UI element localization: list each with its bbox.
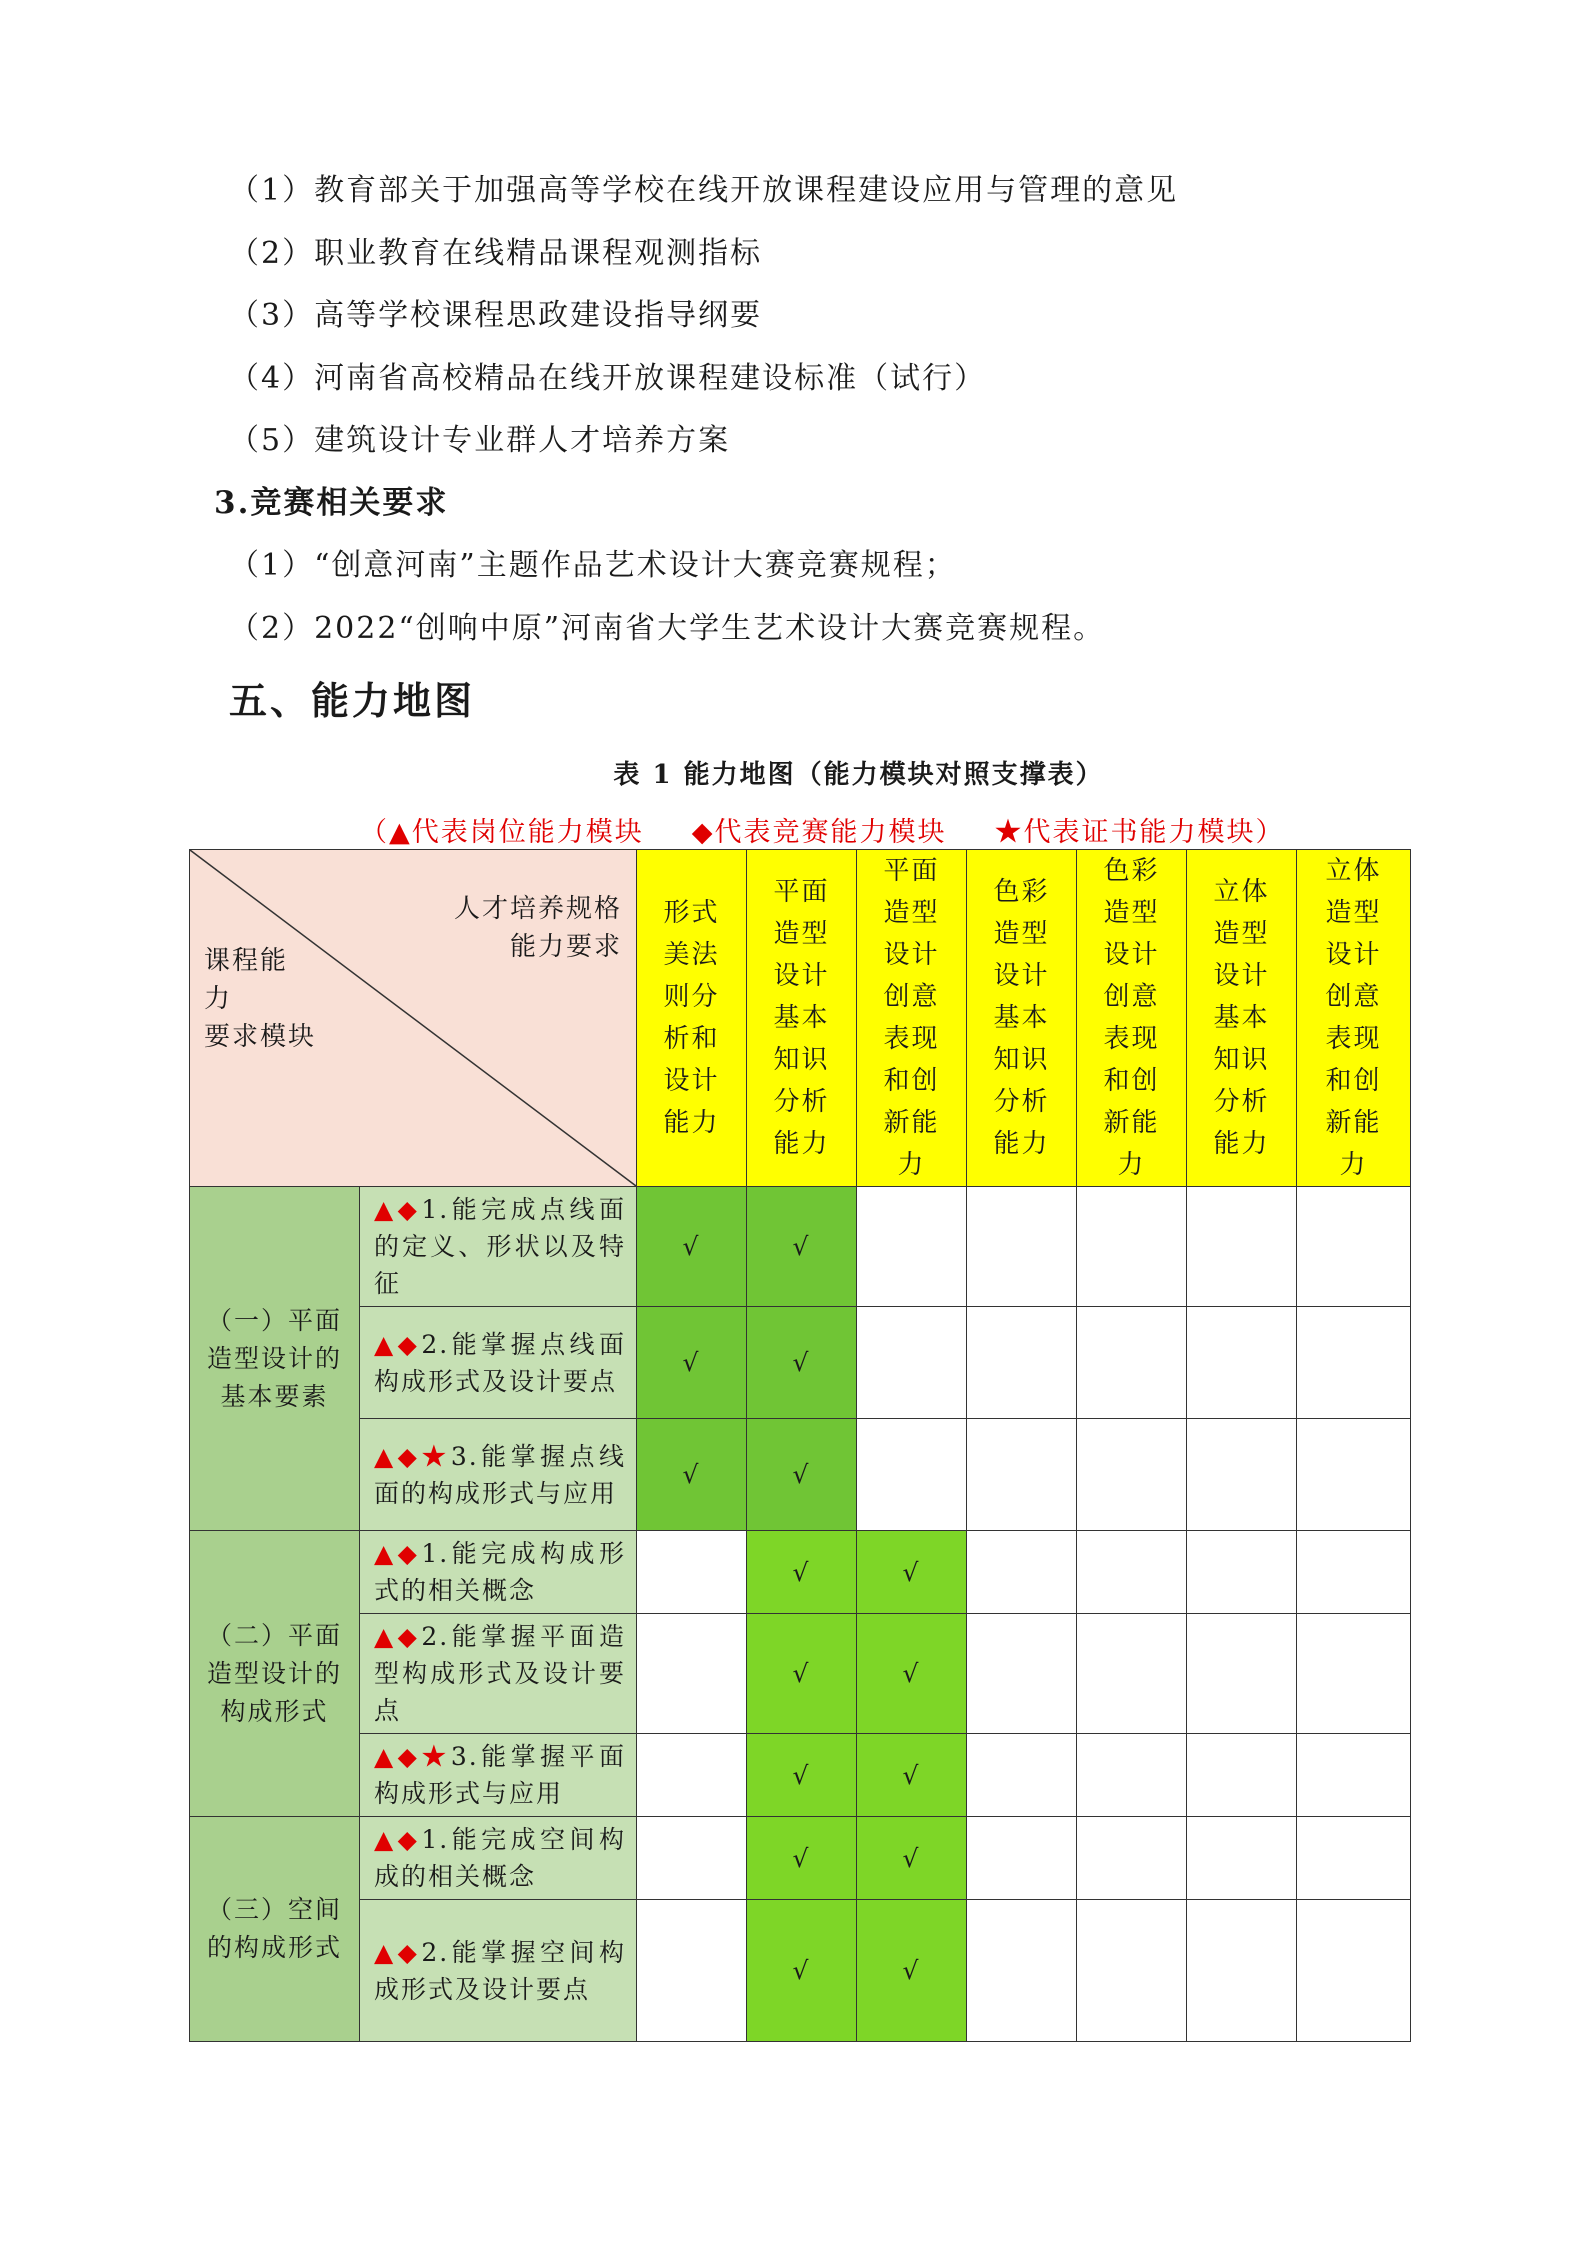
- empty-cell: [637, 1900, 747, 2042]
- section-heading: 3.竞赛相关要求: [214, 485, 449, 521]
- corner-header: [190, 850, 637, 1187]
- ability-marks: ▲◆: [374, 1825, 422, 1854]
- check-cell: √: [637, 1419, 747, 1531]
- empty-cell: [857, 1419, 967, 1531]
- empty-cell: [1297, 1900, 1411, 2042]
- table-row: [190, 1187, 1411, 1307]
- table-row: [190, 1900, 1411, 2042]
- ability-cell: [360, 1531, 637, 1614]
- module-cell: （二）平面造型设计的构成形式: [190, 1531, 360, 1817]
- ability-text: 1.能完成空间构成的相关概念: [374, 1825, 626, 1891]
- column-header: 平面造型设计基本知识分析能力: [747, 850, 857, 1187]
- ability-text: 3.能掌握平面构成形式与应用: [374, 1742, 627, 1808]
- empty-cell: [637, 1614, 747, 1734]
- column-header: 平面造型设计创意表现和创新能力: [857, 850, 967, 1187]
- empty-cell: [967, 1734, 1077, 1817]
- table-row: [190, 1817, 1411, 1900]
- list-item: （1）“创意河南”主题作品艺术设计大赛竞赛规程；: [229, 548, 957, 583]
- check-cell: √: [747, 1187, 857, 1307]
- empty-cell: [1077, 1900, 1187, 2042]
- empty-cell: [1077, 1187, 1187, 1307]
- empty-cell: [1077, 1419, 1187, 1531]
- empty-cell: [967, 1900, 1077, 2042]
- empty-cell: [967, 1817, 1077, 1900]
- empty-cell: [1297, 1187, 1411, 1307]
- empty-cell: [857, 1307, 967, 1419]
- ability-cell: [360, 1187, 637, 1307]
- list-item: （4）河南省高校精品在线开放课程建设标准（试行）: [229, 361, 987, 396]
- ability-cell: [360, 1307, 637, 1419]
- ability-marks: ▲◆: [374, 1195, 422, 1224]
- empty-cell: [1297, 1614, 1411, 1734]
- ability-text: 3.能掌握点线面的构成形式与应用: [374, 1441, 627, 1508]
- check-cell: √: [637, 1307, 747, 1419]
- empty-cell: [1297, 1734, 1411, 1817]
- ability-text: 2.能掌握点线面构成形式及设计要点: [374, 1329, 626, 1396]
- empty-cell: [967, 1187, 1077, 1307]
- empty-cell: [637, 1531, 747, 1614]
- ability-text: 2.能掌握空间构成形式及设计要点: [374, 1937, 626, 2004]
- empty-cell: [967, 1419, 1077, 1531]
- ability-cell: [360, 1614, 637, 1734]
- ability-cell: [360, 1817, 637, 1900]
- module-cell: （一）平面造型设计的基本要素: [190, 1187, 360, 1531]
- check-cell: √: [747, 1614, 857, 1734]
- check-cell: √: [747, 1307, 857, 1419]
- table-row: [190, 1307, 1411, 1419]
- check-cell: √: [747, 1419, 857, 1531]
- ability-marks: ▲◆: [374, 1937, 422, 1967]
- empty-cell: [1077, 1307, 1187, 1419]
- empty-cell: [1297, 1531, 1411, 1614]
- check-cell: √: [857, 1817, 967, 1900]
- ability-text: 1.能完成构成形式的相关概念: [374, 1539, 626, 1605]
- empty-cell: [1187, 1531, 1297, 1614]
- empty-cell: [1077, 1614, 1187, 1734]
- check-cell: √: [857, 1531, 967, 1614]
- check-cell: √: [857, 1614, 967, 1734]
- table-row: [190, 1614, 1411, 1734]
- corner-top-label: 人才培养规格 能力要求: [453, 894, 622, 962]
- table-row: [190, 1531, 1411, 1614]
- ability-marks: ▲◆★: [374, 1742, 451, 1771]
- check-cell: √: [747, 1817, 857, 1900]
- section-heading: 五、能力地图: [229, 679, 476, 723]
- list-item: （1）教育部关于加强高等学校在线开放课程建设应用与管理的意见: [229, 173, 1179, 208]
- check-cell: √: [857, 1900, 967, 2042]
- empty-cell: [1297, 1307, 1411, 1419]
- check-cell: √: [637, 1187, 747, 1307]
- check-cell: √: [747, 1734, 857, 1817]
- empty-cell: [1187, 1734, 1297, 1817]
- empty-cell: [1297, 1419, 1411, 1531]
- table-header-row: [190, 850, 1411, 1187]
- empty-cell: [1187, 1817, 1297, 1900]
- legend-item: （▲代表岗位能力模块: [360, 817, 644, 848]
- empty-cell: [967, 1307, 1077, 1419]
- empty-cell: [1187, 1419, 1297, 1531]
- legend-item: ◆代表竞赛能力模块: [691, 817, 947, 848]
- table-caption: 表 1 能力地图（能力模块对照支撑表）: [613, 760, 1104, 790]
- empty-cell: [1187, 1307, 1297, 1419]
- ability-marks: ▲◆: [374, 1329, 422, 1359]
- empty-cell: [1187, 1614, 1297, 1734]
- empty-cell: [637, 1817, 747, 1900]
- legend-item: ★代表证书能力模块）: [994, 817, 1285, 848]
- empty-cell: [967, 1614, 1077, 1734]
- empty-cell: [1077, 1734, 1187, 1817]
- ability-marks: ▲◆: [374, 1539, 422, 1568]
- table-row: [190, 1734, 1411, 1817]
- column-header: 形式美法则分析和设计能力: [637, 850, 747, 1187]
- empty-cell: [1297, 1817, 1411, 1900]
- empty-cell: [967, 1531, 1077, 1614]
- list-item: （5）建筑设计专业群人才培养方案: [229, 423, 731, 458]
- check-cell: √: [747, 1900, 857, 2042]
- table-row: [190, 1419, 1411, 1531]
- column-header: 色彩造型设计创意表现和创新能力: [1077, 850, 1187, 1187]
- ability-text: 2.能掌握平面造型构成形式及设计要点: [374, 1622, 626, 1725]
- column-header: 立体造型设计创意表现和创新能力: [1297, 850, 1411, 1187]
- module-cell: （三）空间的构成形式: [190, 1817, 360, 2042]
- check-cell: √: [857, 1734, 967, 1817]
- list-item: （2）职业教育在线精品课程观测指标: [229, 236, 763, 271]
- ability-map-table: [189, 849, 1411, 2042]
- ability-cell: [360, 1734, 637, 1817]
- table-legend: [360, 810, 1285, 849]
- ability-marks: ▲◆: [374, 1622, 422, 1651]
- ability-text: 1.能完成点线面的定义、形状以及特征: [374, 1195, 626, 1298]
- empty-cell: [1187, 1900, 1297, 2042]
- ability-cell: [360, 1900, 637, 2042]
- corner-bottom-label: 课程能 力 要求模块: [204, 946, 317, 1052]
- empty-cell: [1077, 1531, 1187, 1614]
- empty-cell: [1187, 1187, 1297, 1307]
- list-item: （3）高等学校课程思政建设指导纲要: [229, 298, 763, 333]
- column-header: 立体造型设计基本知识分析能力: [1187, 850, 1297, 1187]
- empty-cell: [637, 1734, 747, 1817]
- column-header: 色彩造型设计基本知识分析能力: [967, 850, 1077, 1187]
- check-cell: √: [747, 1531, 857, 1614]
- ability-marks: ▲◆★: [374, 1441, 451, 1471]
- list-item: （2）2022“创响中原”河南省大学生艺术设计大赛竞赛规程。: [229, 611, 1106, 646]
- empty-cell: [857, 1187, 967, 1307]
- empty-cell: [1077, 1817, 1187, 1900]
- ability-cell: [360, 1419, 637, 1531]
